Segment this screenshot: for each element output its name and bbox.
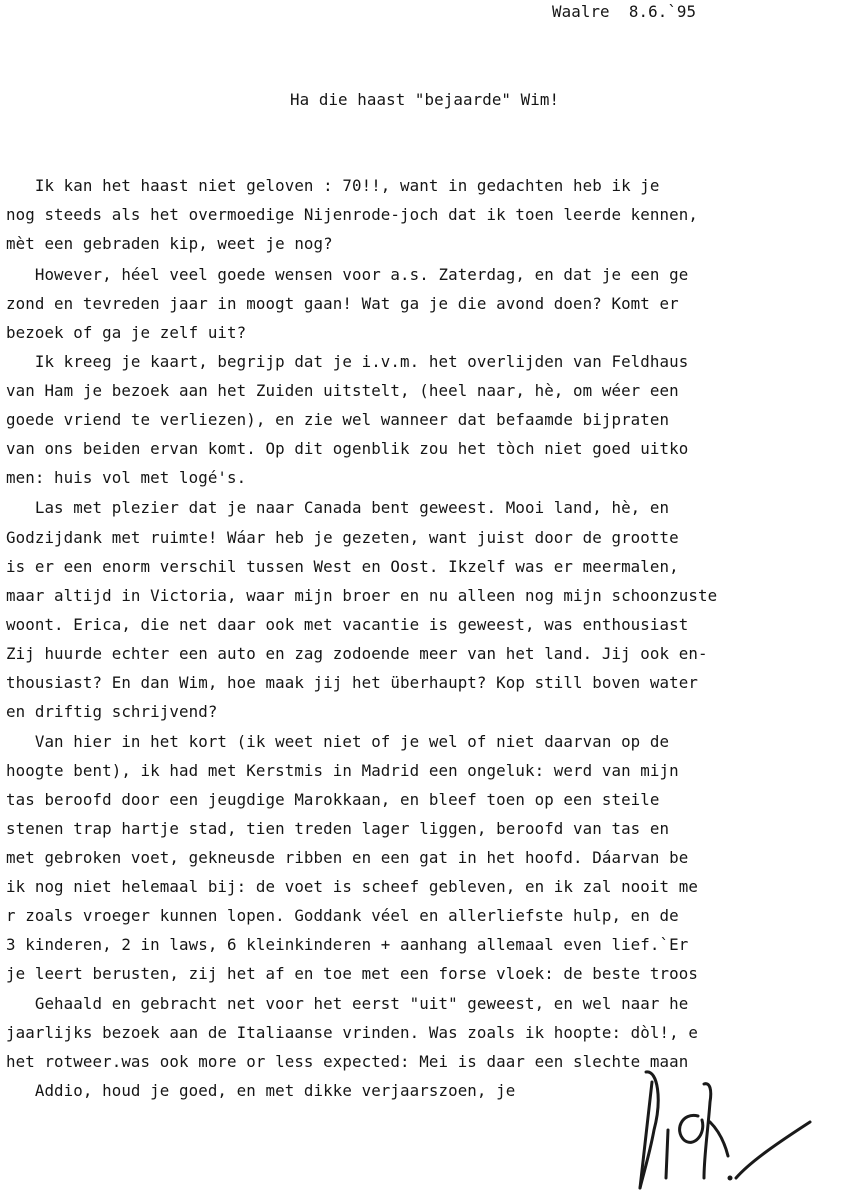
- letter-line: maar altijd in Victoria, waar mijn broer en nu alleen nog mijn schoonzuste: [6, 586, 718, 605]
- letter-line: van Ham je bezoek aan het Zuiden uitstelt, (heel naar, hè, om wéer een: [6, 381, 679, 400]
- letter-line: 3 kinderen, 2 in laws, 6 kleinkinderen + aanhang allemaal even lief.`Er: [6, 935, 689, 954]
- letter-line: Addio, houd je goed, en met dikke verjaarszoen, je: [6, 1081, 516, 1100]
- letter-line: Las met plezier dat je naar Canada bent geweest. Mooi land, hè, en: [6, 498, 670, 517]
- greeting: Ha die haast "bejaarde" Wim!: [290, 90, 560, 109]
- letter-line: je leert berusten, zij het af en toe met een forse vloek: de beste troos: [6, 964, 698, 983]
- letter-line: nog steeds als het overmoedige Nijenrode-joch dat ik toen leerde kennen,: [6, 205, 698, 224]
- letter-line: men: huis vol met logé's.: [6, 468, 247, 487]
- letter-line: Gehaald en gebracht net voor het eerst "uit" geweest, en wel naar he: [6, 994, 689, 1013]
- letter-line: van ons beiden ervan komt. Op dit ogenblik zou het tòch niet goed uitko: [6, 439, 689, 458]
- letter-line: is er een enorm verschil tussen West en Oost. Ikzelf was er meermalen,: [6, 557, 679, 576]
- handwritten-signature: [600, 1060, 830, 1200]
- letter-line: en driftig schrijvend?: [6, 702, 218, 721]
- letter-line: het rotweer.was ook more or less expected: Mei is daar een slechte maan: [6, 1052, 689, 1071]
- letter-line: zond en tevreden jaar in moogt gaan! Wat ga je die avond doen? Komt er: [6, 294, 679, 313]
- letter-line: Ik kan het haast niet geloven : 70!!, want in gedachten heb ik je: [6, 176, 660, 195]
- letter-line: r zoals vroeger kunnen lopen. Goddank véel en allerliefste hulp, en de: [6, 906, 679, 925]
- letter-line: tas beroofd door een jeugdige Marokkaan, en bleef toen op een steile: [6, 790, 660, 809]
- letter-line: met gebroken voet, gekneusde ribben en een gat in het hoofd. Dáarvan be: [6, 848, 689, 867]
- letter-line: goede vriend te verliezen), en zie wel wanneer dat befaamde bijpraten: [6, 410, 670, 429]
- place-date: Waalre 8.6.`95: [552, 2, 697, 21]
- letter-line: Van hier in het kort (ik weet niet of je wel of niet daarvan op de: [6, 732, 670, 751]
- letter-line: ik nog niet helemaal bij: de voet is scheef gebleven, en ik zal nooit me: [6, 877, 698, 896]
- letter-line: thousiast? En dan Wim, hoe maak jij het überhaupt? Kop still boven water: [6, 673, 698, 692]
- letter-line: However, héel veel goede wensen voor a.s. Zaterdag, en dat je een ge: [6, 265, 689, 284]
- letter-line: Godzijdank met ruimte! Wáar heb je gezeten, want juist door de grootte: [6, 528, 679, 547]
- letter-line: jaarlijks bezoek aan de Italiaanse vrinden. Was zoals ik hoopte: dòl!, e: [6, 1023, 698, 1042]
- letter-line: Zij huurde echter een auto en zag zodoende meer van het land. Jij ook en-: [6, 644, 708, 663]
- letter-line: hoogte bent), ik had met Kerstmis in Madrid een ongeluk: werd van mijn: [6, 761, 679, 780]
- letter-line: woont. Erica, die net daar ook met vacantie is geweest, was enthousiast: [6, 615, 689, 634]
- letter-line: stenen trap hartje stad, tien treden lager liggen, beroofd van tas en: [6, 819, 670, 838]
- letter-line: Ik kreeg je kaart, begrijp dat je i.v.m. het overlijden van Feldhaus: [6, 352, 689, 371]
- letter-line: mèt een gebraden kip, weet je nog?: [6, 234, 333, 253]
- letter-line: bezoek of ga je zelf uit?: [6, 323, 247, 342]
